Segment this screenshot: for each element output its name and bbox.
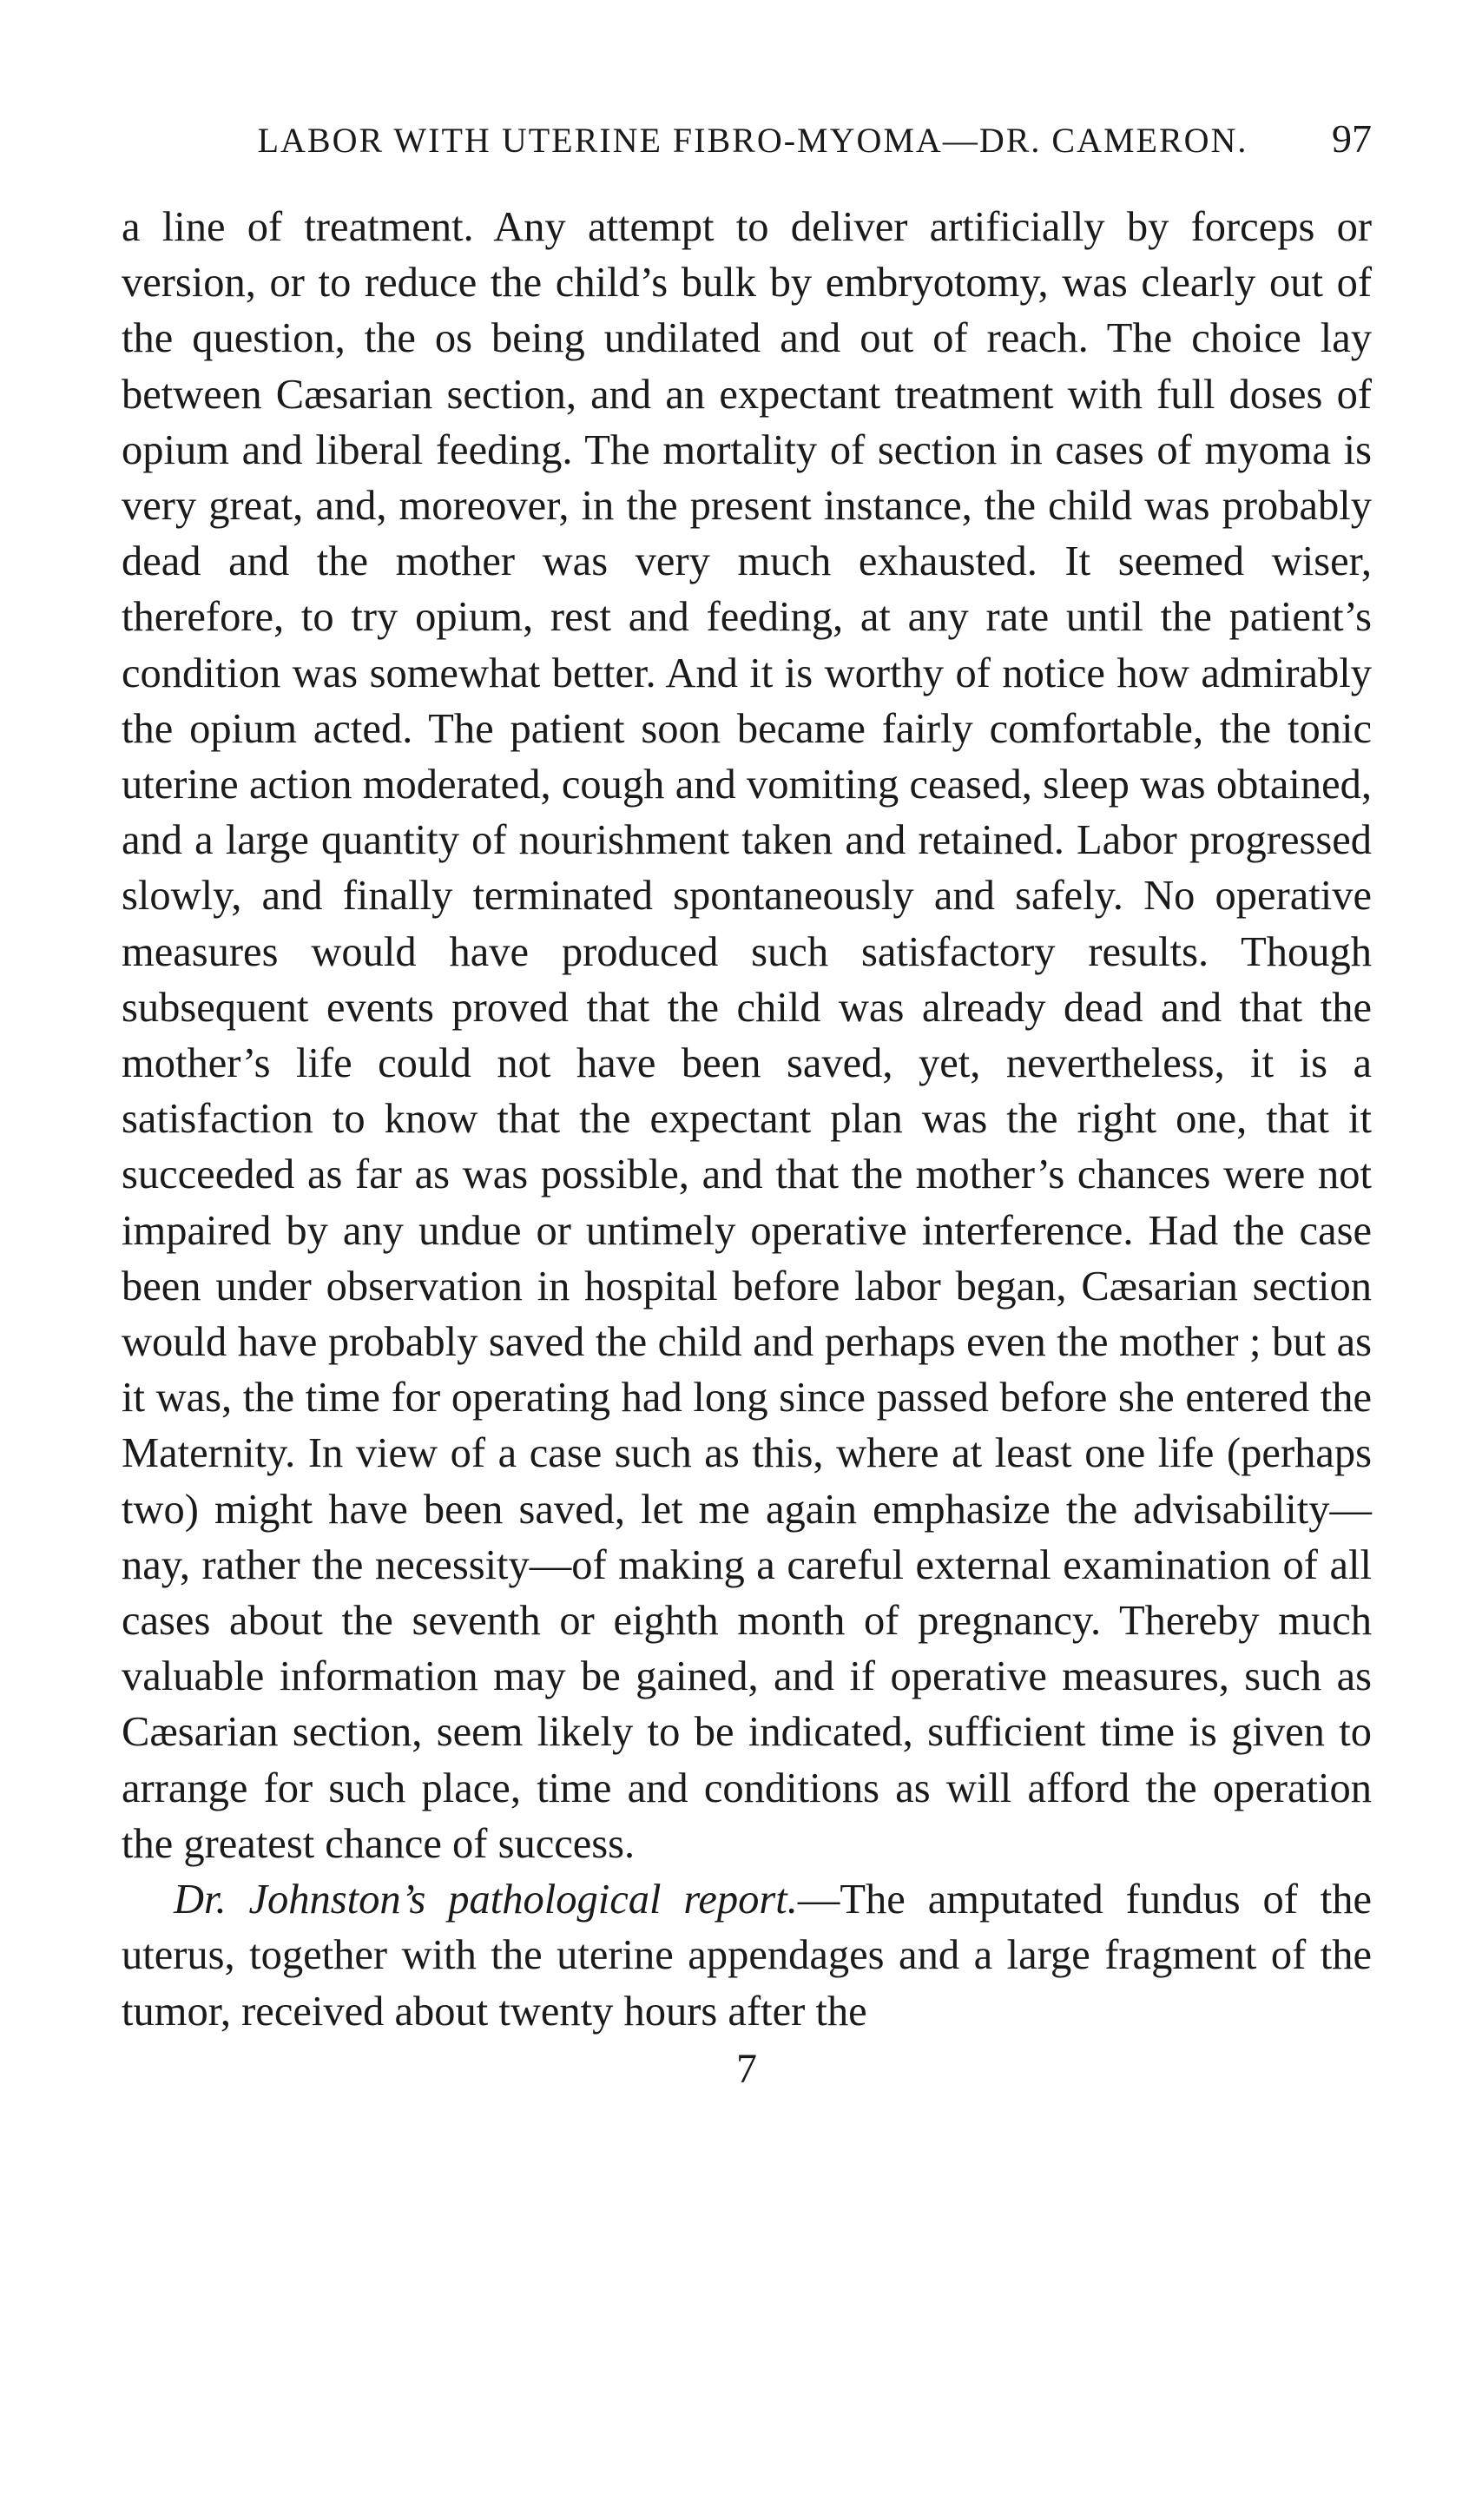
section-heading: Dr. Johnston’s pathological report. [174, 1877, 798, 1923]
paragraph-1: a line of treatment. Any attempt to deliver artificially by forceps or version, or to reduce the child’s bulk by embryotomy, was clearly out of the question, the os being undilated and out of reach. The choice lay between Cæsarian section, and an expectant treatment with full doses of opium and liberal feeding. The mortality of section in cases of myoma is very great, and, moreover, in the present instance, the child was probably dead and the mother was very much exhausted. It seemed wiser, therefore, to try opium, rest and feeding, at any rate until the patient’s condition was somewhat better. And it is worthy of notice how admirably the opium acted. The patient soon became fairly comfortable, the tonic uterine action moderated, cough and vomiting ceased, sleep was obtained, and a large quantity of nourishment taken and retained. Labor progressed slowly, and finally terminated spontaneously and safely. No operative measures would have produced such satisfactory results. Though subsequent events proved that the child was already dead and that the mother’s life could not have been saved, yet, nevertheless, it is a satisfaction to know that the expectant plan was the right one, that it succeeded as far as was possible, and that the mother’s chances were not impaired by any undue or untimely operative interference. Had the case been under observation in hospital before labor began, Cæsarian section would have probably saved the child and perhaps even the mother ; but as it was, the time for operating had long since passed before she entered the Maternity. In view of a case such as this, where at least one life (perhaps two) might have been saved, let me again emphasize the advisability—nay, rather the necessity—of making a careful external examination of all cases about the seventh or eighth month of pregnancy. Thereby much valuable information may be gained, and if operative measures, such as Cæsarian section, seem likely to be indicated, sufficient time is given to arrange for such place, time and conditions as will afford the operation the greatest chance of success. [122, 204, 1372, 1867]
paragraph-2 [122, 1872, 1372, 2040]
paragraph-2-text: —The amputated fundus of the uterus, together with the uterine appendages and a large fragment of the tumor, received about twenty hours after the [122, 1877, 1372, 2035]
body-text [122, 200, 1372, 2040]
running-title: LABOR WITH UTERINE FIBRO-MYOMA—DR. CAMERON. [257, 121, 1248, 160]
signature-mark: 7 [736, 2045, 757, 2092]
page-number: 97 [1332, 116, 1372, 161]
page [122, 113, 1372, 2095]
running-head [122, 113, 1372, 165]
